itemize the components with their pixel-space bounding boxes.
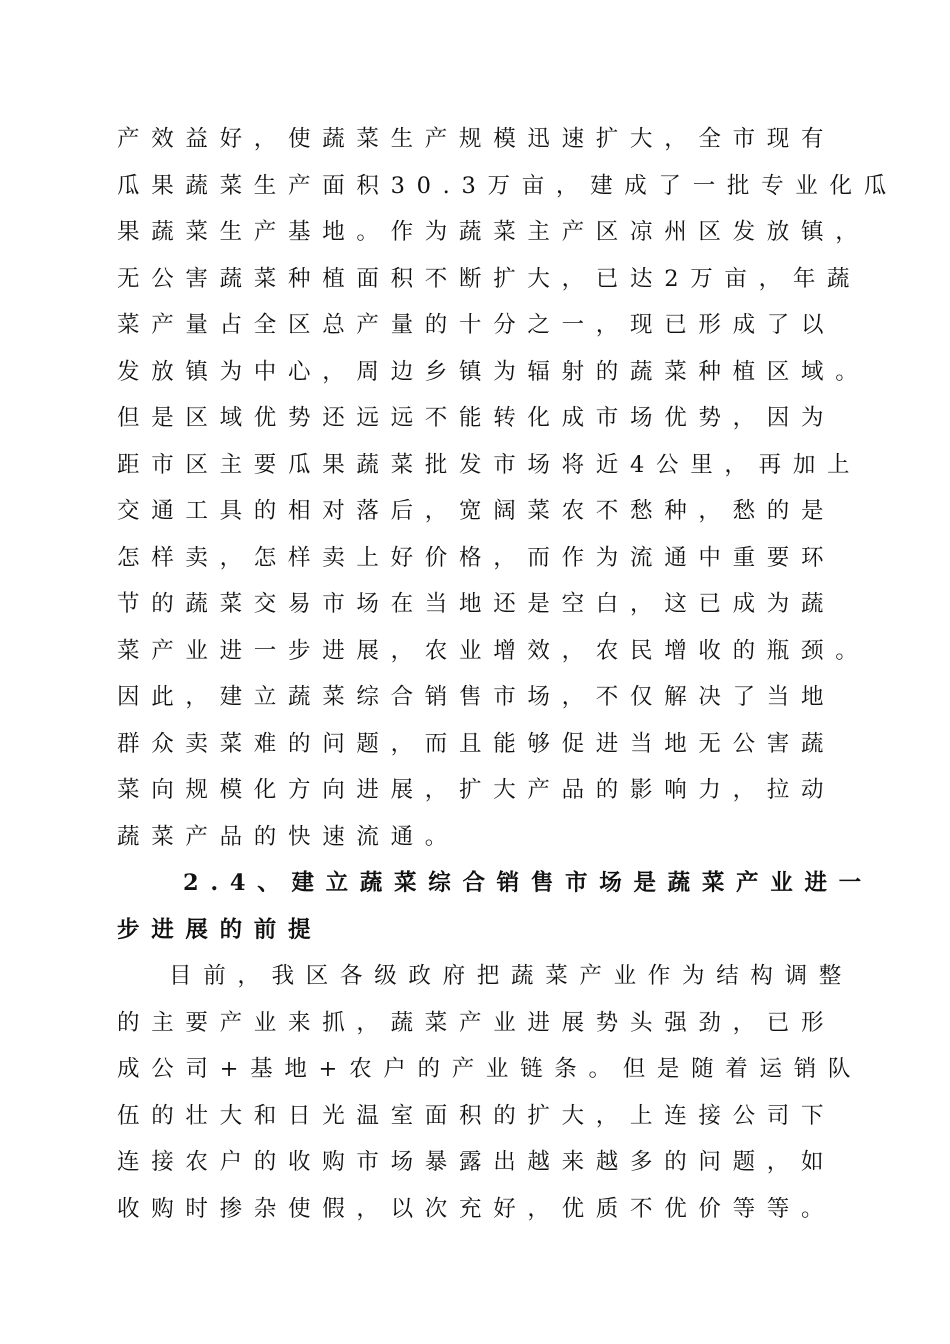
paragraph-line: 交通工具的相对落后，宽阔菜农不愁种，愁的是 [117, 498, 836, 524]
paragraph-line: 连接农户的收购市场暴露出越来越多的问题，如 [117, 1149, 836, 1175]
paragraph-line: 菜产量占全区总产量的十分之一，现已形成了以 [117, 312, 836, 338]
paragraph-line: 果蔬菜生产基地。作为蔬菜主产区凉州区发放镇， [117, 219, 870, 245]
document-body [117, 116, 898, 1232]
paragraph-line: 群众卖菜难的问题，而且能够促进当地无公害蔬 [117, 730, 836, 757]
paragraph-line: 距市区主要瓜果蔬菜批发市场将近4公里，再加上 [117, 451, 862, 478]
paragraph-line: 但是区域优势还远远不能转化成市场优势，因为 [117, 405, 836, 431]
paragraph-line: 目前，我区各级政府把蔬菜产业作为结构调整 [169, 963, 854, 989]
paragraph-line: 发放镇为中心，周边乡镇为辐射的蔬菜种植区域。 [117, 358, 870, 385]
paragraph-line: 菜向规模化方向进展，扩大产品的影响力，拉动 [117, 777, 836, 803]
section-heading: 2.4、建立蔬菜综合销售市场是蔬菜产业进一 [183, 870, 873, 896]
paragraph-line: 产效益好，使蔬菜生产规模迅速扩大，全市现有 [117, 126, 836, 152]
section-heading-continued: 步进展的前提 [117, 916, 323, 943]
paragraph-line: 成公司+基地+农户的产业链条。但是随着运销队 [117, 1056, 863, 1082]
paragraph-line: 节的蔬菜交易市场在当地还是空白，这已成为蔬 [117, 591, 836, 617]
paragraph-line: 伍的壮大和日光温室面积的扩大，上连接公司下 [117, 1102, 836, 1129]
paragraph-line: 菜产业进一步进展，农业增效，农民增收的瓶颈。 [117, 637, 870, 664]
paragraph-line: 瓜果蔬菜生产面积30.3万亩，建成了一批专业化瓜 [117, 172, 898, 199]
paragraph-line: 无公害蔬菜种植面积不断扩大，已达2万亩，年蔬 [117, 265, 862, 292]
paragraph-line: 怎样卖，怎样卖上好价格，而作为流通中重要环 [117, 544, 836, 571]
paragraph-line: 的主要产业来抓，蔬菜产业进展势头强劲，已形 [117, 1009, 836, 1036]
paragraph-line: 蔬菜产品的快速流通。 [117, 823, 460, 850]
paragraph-line: 收购时掺杂使假，以次充好，优质不优价等等。 [117, 1195, 836, 1222]
paragraph-line: 因此，建立蔬菜综合销售市场，不仅解决了当地 [117, 684, 836, 710]
